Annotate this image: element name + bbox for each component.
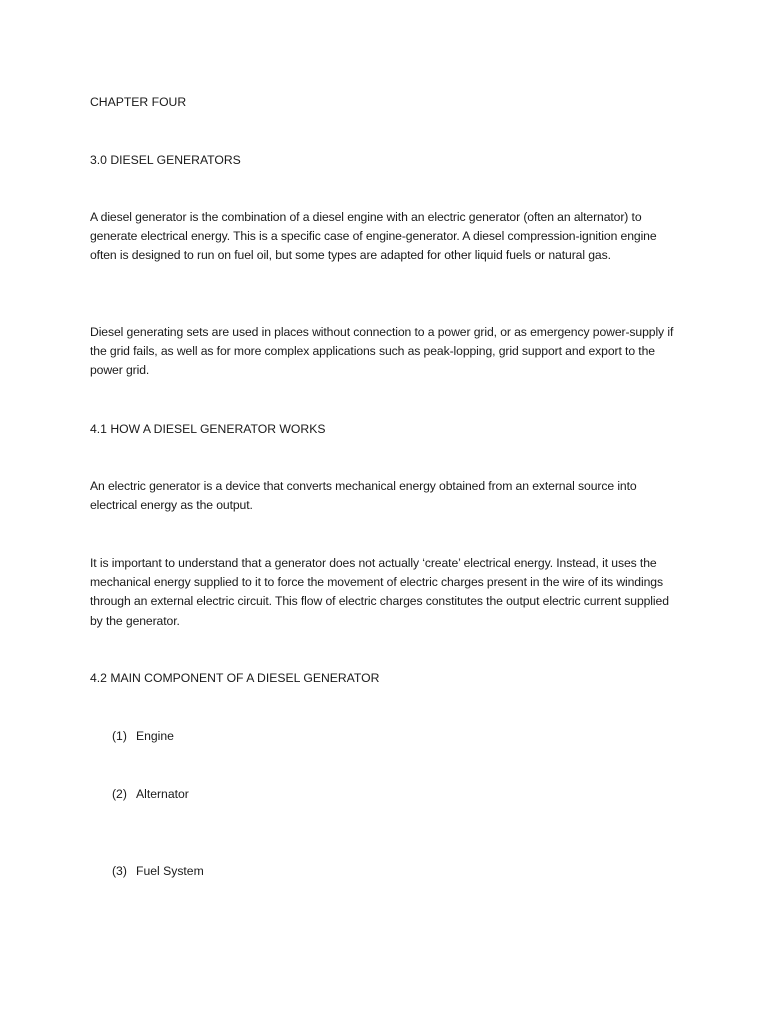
component-list-item xyxy=(112,862,204,881)
list-number: (3) xyxy=(112,864,127,878)
chapter-title: CHAPTER FOUR xyxy=(90,95,187,109)
paragraph-diesel-generating-sets: Diesel generating sets are used in places without connection to a power grid, or as emergency power-supply if the grid fails, as well as for more complex applications such as peak-lopping, grid support and export to the power grid. xyxy=(90,325,674,378)
component-label: Engine xyxy=(136,729,174,743)
section-heading-how-it-works: 4.1 HOW A DIESEL GENERATOR WORKS xyxy=(90,422,326,436)
section-heading-diesel-generators: 3.0 DIESEL GENERATORS xyxy=(90,153,241,167)
list-number: (2) xyxy=(112,787,127,801)
component-label: Fuel System xyxy=(136,864,204,878)
paragraph-diesel-generator-definition: A diesel generator is the combination of a diesel engine with an electric generator (often an alternator) to generate electrical energy. This is a specific case of engine-generator. A diesel compression-ignition engine often is designed to run on fuel oil, but some types are adapted for other liquid fuels or natural gas. xyxy=(90,210,657,263)
component-list-item xyxy=(112,785,189,804)
section-heading-main-components: 4.2 MAIN COMPONENT OF A DIESEL GENERATOR xyxy=(90,671,380,685)
component-label: Alternator xyxy=(136,787,189,801)
component-list-item xyxy=(112,727,174,746)
paragraph-generator-explanation: It is important to understand that a generator does not actually ‘create’ electrical energy. Instead, it uses the mechanical energy supplied to it to force the movement of electric charges present in the wire of its windings through an external electric circuit. This flow of electric charges constitutes the output electric current supplied by the generator. xyxy=(90,556,669,628)
list-number: (1) xyxy=(112,729,127,743)
paragraph-electric-generator-definition: An electric generator is a device that converts mechanical energy obtained from an external source into electrical energy as the output. xyxy=(90,479,637,513)
